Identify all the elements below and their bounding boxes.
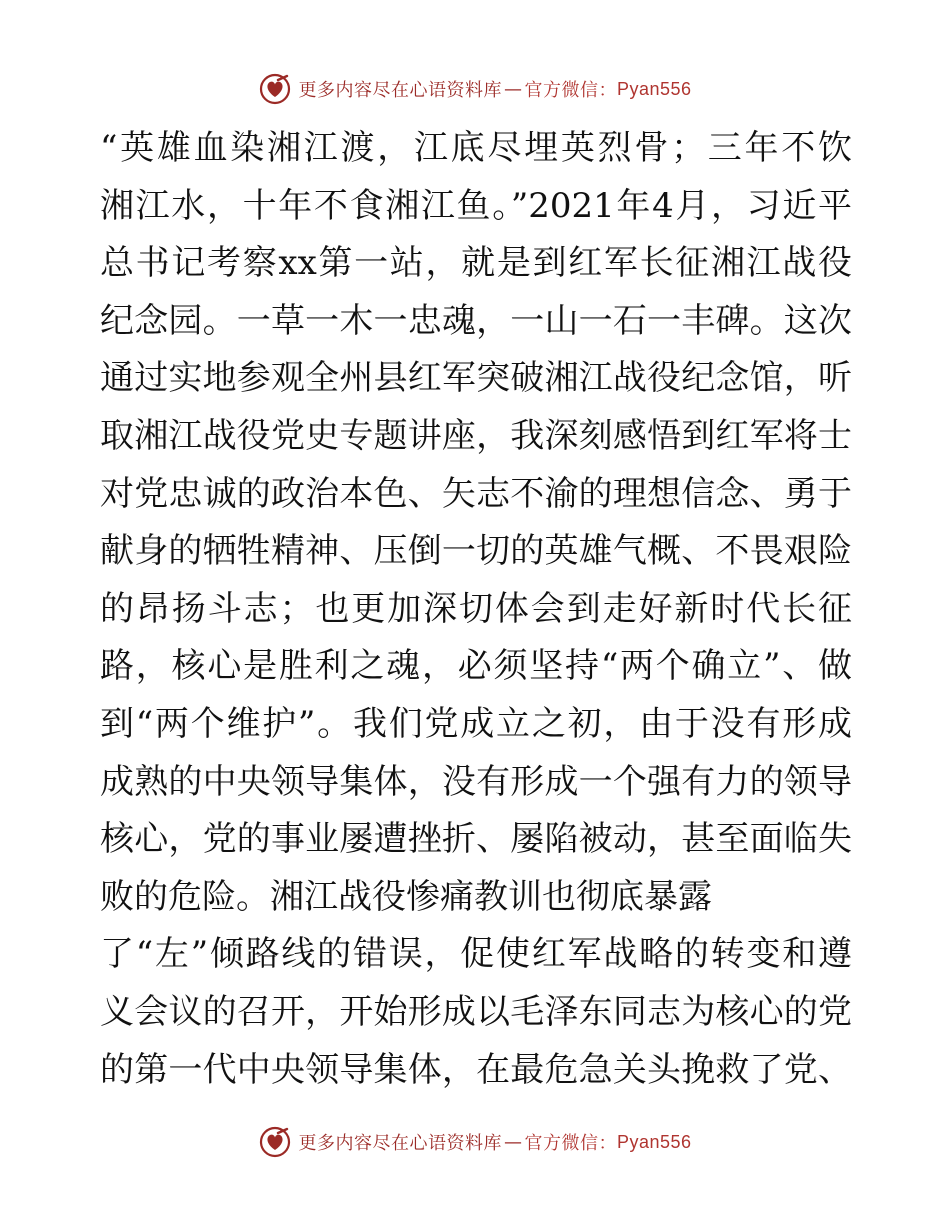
text-line: 总书记考察xx第一站，就是到红军长征湘江战役 — [100, 243, 852, 284]
text-line: 败的危险。湘江战役惨痛教训也彻底暴露 — [100, 876, 712, 917]
text-line: 纪念园。一草一木一忠魂，一山一石一丰碑。这次 — [100, 300, 852, 341]
text-line: 湘江水，十年不食湘江鱼。”2021年4月，习近平 — [100, 185, 852, 226]
text-line: 义会议的召开，开始形成以毛泽东同志为核心的党 — [100, 991, 852, 1032]
heart-pen-logo-icon — [258, 72, 292, 106]
text-line: 路，核心是胜利之魂，必须坚持“两个确立”、做 — [100, 646, 852, 687]
text-line: 成熟的中央领导集体，没有形成一个强有力的领导 — [100, 761, 852, 802]
text-line: 核心，党的事业屡遭挫折、屡陷被动，甚至面临失 — [100, 819, 852, 860]
text-line: 的第一代中央领导集体，在最危急关头挽救了党、 — [100, 1049, 852, 1090]
text-line: 通过实地参观全州县红军突破湘江战役纪念馆，听 — [100, 358, 852, 399]
document-body — [100, 120, 852, 1099]
text-line: “英雄血染湘江渡，江底尽埋英烈骨；三年不饮 — [100, 128, 852, 168]
banner-site-text: 更多内容尽在心语资料库 — [298, 1133, 502, 1154]
text-line: 对党忠诚的政治本色、矢志不渝的理想信念、勇于 — [100, 473, 852, 514]
text-line: 献身的牺牲精神、压倒一切的英雄气概、不畏艰险 — [100, 531, 852, 572]
banner-separator: — — [503, 78, 523, 100]
text-line: 了“左”倾路线的错误，促使红军战略的转变和遵 — [100, 934, 852, 975]
banner-wechat-label: 官方微信： — [524, 80, 617, 101]
text-line: 取湘江战役党史专题讲座，我深刻感悟到红军将士 — [100, 415, 852, 456]
banner-wechat-label: 官方微信： — [524, 1133, 617, 1154]
text-line: 的昂扬斗志；也更加深切体会到走好新时代长征 — [100, 588, 852, 629]
banner-separator: — — [503, 1131, 523, 1153]
text-line: 到“两个维护”。我们党成立之初，由于没有形成 — [100, 703, 852, 744]
banner-site-text: 更多内容尽在心语资料库 — [298, 80, 502, 101]
banner-wechat-handle: Pyan556 — [616, 78, 692, 99]
footer-watermark-banner — [0, 1125, 950, 1159]
banner-wechat-handle: Pyan556 — [616, 1131, 692, 1152]
heart-pen-logo-icon — [258, 1125, 292, 1159]
header-watermark-banner — [0, 72, 950, 106]
